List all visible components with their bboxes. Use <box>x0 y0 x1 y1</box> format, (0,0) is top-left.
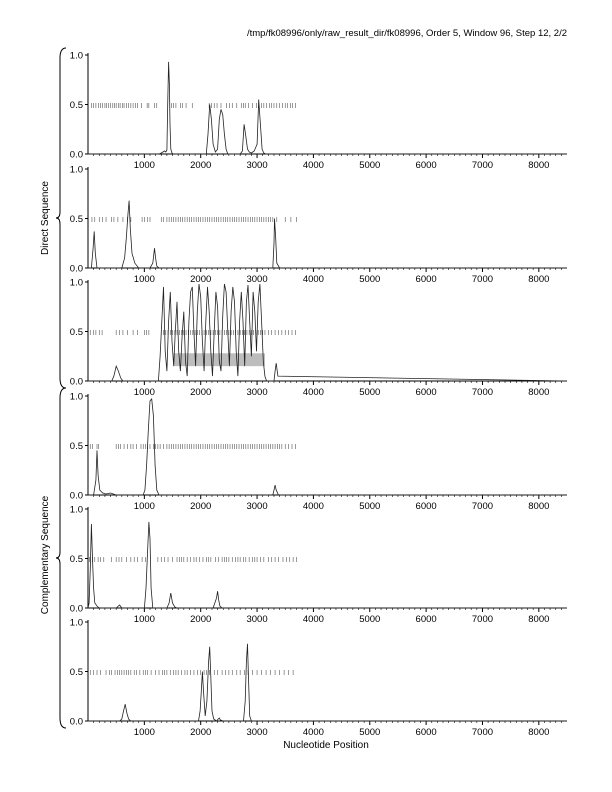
panel <box>70 505 567 626</box>
y-tick-label: 0.5 <box>69 214 83 225</box>
x-tick-label: 1000 <box>133 727 155 738</box>
x-tick-label: 3000 <box>246 160 268 171</box>
panel <box>70 392 567 513</box>
x-tick-label: 3000 <box>246 501 268 512</box>
x-tick-label: 5000 <box>359 727 381 738</box>
group-bracket <box>56 388 66 728</box>
x-tick-label: 4000 <box>302 727 324 738</box>
x-tick-label: 8000 <box>528 160 550 171</box>
x-tick-label: 8000 <box>528 501 550 512</box>
y-tick-label: 1.0 <box>69 277 83 289</box>
x-tick-label: 3000 <box>246 387 268 398</box>
x-tick-label: 2000 <box>190 274 212 285</box>
panel <box>70 618 567 739</box>
x-tick-label: 2000 <box>190 160 212 171</box>
x-tick-label: 5000 <box>359 387 381 398</box>
x-tick-label: 8000 <box>528 387 550 398</box>
group-label-direct: Direct Sequence <box>40 181 51 255</box>
figure-title: /tmp/fk08996/only/raw_result_dir/fk08996, Order 5, Window 96, Step 12, 2/2 <box>246 28 567 39</box>
x-tick-label: 6000 <box>415 274 437 285</box>
x-tick-label: 3000 <box>246 727 268 738</box>
x-tick-label: 5000 <box>359 274 381 285</box>
y-tick-label: 0.0 <box>69 263 83 275</box>
x-tick-label: 1000 <box>133 501 155 512</box>
series-line <box>88 644 567 721</box>
x-tick-label: 4000 <box>302 160 324 171</box>
y-tick-label: 1.0 <box>69 391 83 403</box>
x-tick-label: 6000 <box>415 501 437 512</box>
y-tick-label: 1.0 <box>69 50 83 62</box>
x-tick-label: 4000 <box>302 274 324 285</box>
y-tick-label: 0.0 <box>69 603 83 615</box>
x-tick-label: 1000 <box>133 387 155 398</box>
y-tick-label: 0.0 <box>69 376 83 388</box>
series-line <box>88 201 567 268</box>
series-line <box>88 62 567 154</box>
group-brackets <box>56 48 66 728</box>
x-tick-label: 6000 <box>415 727 437 738</box>
x-tick-label: 5000 <box>359 501 381 512</box>
panel <box>70 165 567 286</box>
x-tick-label: 1000 <box>133 614 155 625</box>
x-tick-label: 2000 <box>190 501 212 512</box>
x-tick-label: 7000 <box>471 160 494 171</box>
x-tick-label: 7000 <box>471 727 494 738</box>
x-tick-label: 8000 <box>528 614 550 625</box>
y-tick-label: 0.5 <box>69 327 83 338</box>
x-tick-label: 2000 <box>190 727 212 738</box>
x-tick-label: 7000 <box>471 501 494 512</box>
x-tick-label: 2000 <box>190 614 212 625</box>
series-line <box>88 284 567 381</box>
panels <box>70 51 567 739</box>
x-tick-label: 7000 <box>471 614 494 625</box>
x-tick-label: 4000 <box>302 387 324 398</box>
y-tick-label: 0.0 <box>69 490 83 502</box>
y-tick-label: 1.0 <box>69 504 83 516</box>
x-tick-label: 6000 <box>415 387 437 398</box>
y-tick-label: 0.5 <box>69 554 83 565</box>
x-tick-label: 5000 <box>359 614 381 625</box>
series-line <box>88 522 567 608</box>
y-tick-label: 0.5 <box>69 100 83 111</box>
x-tick-label: 4000 <box>302 501 324 512</box>
x-tick-label: 3000 <box>246 614 268 625</box>
group-bracket <box>56 48 66 388</box>
y-tick-label: 1.0 <box>69 164 83 176</box>
x-tick-label: 6000 <box>415 160 437 171</box>
x-tick-label: 3000 <box>246 274 268 285</box>
panel <box>70 51 567 172</box>
y-tick-label: 1.0 <box>69 617 83 629</box>
x-tick-label: 1000 <box>133 160 155 171</box>
x-axis-label: Nucleotide Position <box>283 740 369 751</box>
y-tick-label: 0.5 <box>69 441 83 452</box>
x-tick-label: 7000 <box>471 387 494 398</box>
group-label-complementary: Complementary Sequence <box>40 495 51 615</box>
x-tick-label: 2000 <box>190 387 212 398</box>
x-tick-label: 4000 <box>302 614 324 625</box>
x-tick-label: 5000 <box>359 160 381 171</box>
y-tick-label: 0.0 <box>69 716 83 728</box>
x-tick-label: 6000 <box>415 614 437 625</box>
x-tick-label: 1000 <box>133 274 155 285</box>
x-tick-label: 7000 <box>471 274 494 285</box>
x-tick-label: 8000 <box>528 727 550 738</box>
panel <box>70 278 567 399</box>
y-tick-label: 0.0 <box>69 149 83 161</box>
x-tick-label: 8000 <box>528 274 550 285</box>
y-tick-label: 0.5 <box>69 667 83 678</box>
